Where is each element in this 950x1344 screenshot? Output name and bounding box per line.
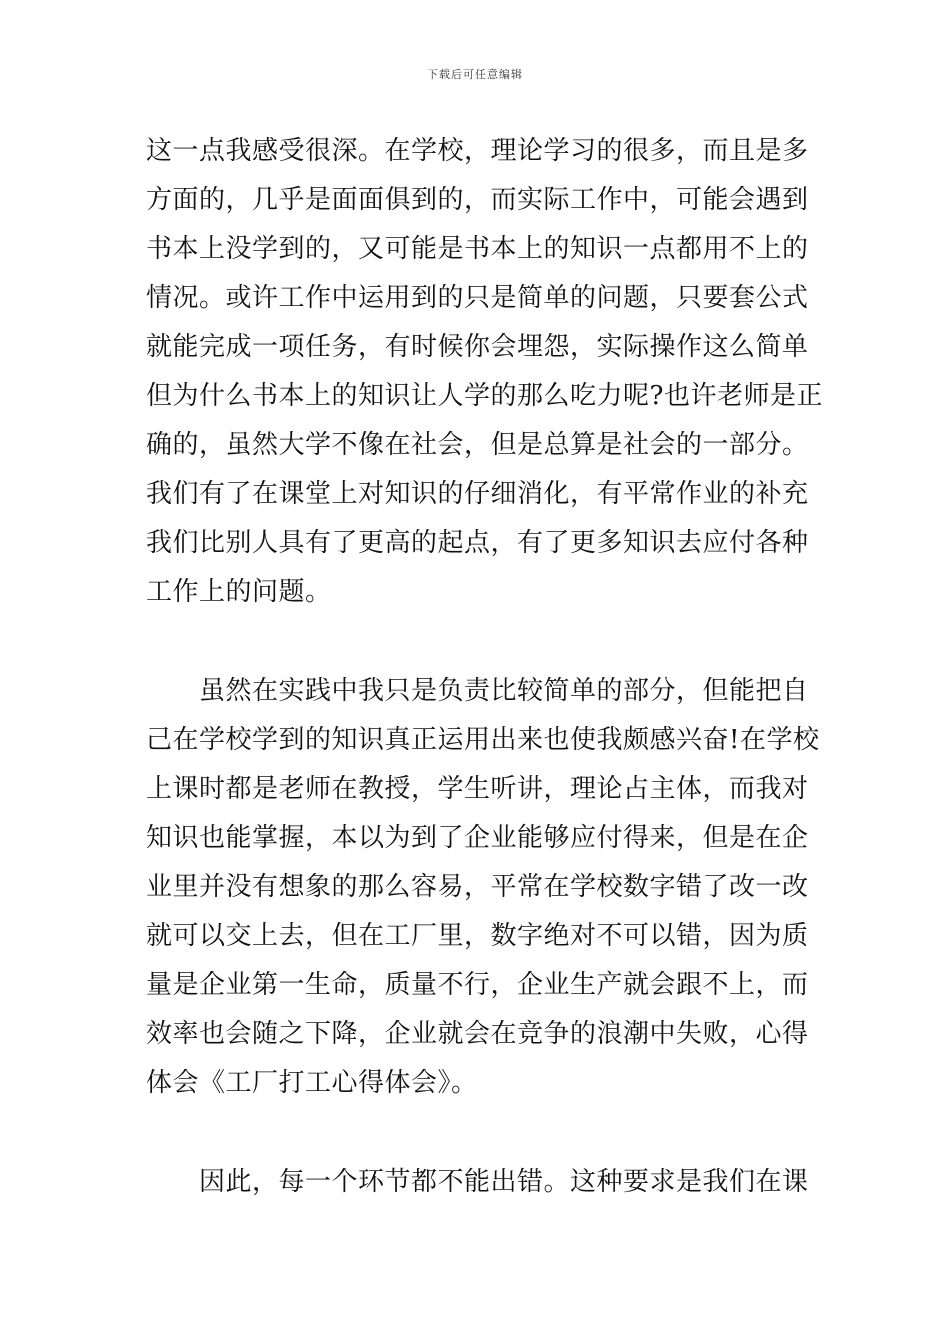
text-line: 就能完成一项任务，有时候你会埋怨，实际操作这么简单 [146,332,809,362]
text-line: 效率也会随之下降，企业就会在竞争的浪潮中失败，心得 [146,1019,809,1049]
paragraph-gap [146,1108,810,1158]
text-line: 书本上没学到的，又可能是书本上的知识一点都用不上的 [146,234,809,264]
text-line: 但为什么书本上的知识让人学的那么吃力呢?也许老师是正 [146,381,823,411]
text-line: 情况。或许工作中运用到的只是简单的问题，只要套公式 [146,283,809,313]
document-body [146,127,823,1207]
paragraph-gap [146,617,810,667]
text-line: 业里并没有想象的那么容易，平常在学校数字错了改一改 [146,872,809,902]
text-line: 工作上的问题。 [146,577,332,607]
text-line: 量是企业第一生命，质量不行，企业生产就会跟不上，而 [146,970,809,1000]
text-line: 己在学校学到的知识真正运用出来也使我颇感兴奋!在学校 [146,725,820,755]
text-line: 体会《工厂打工心得体会》。 [146,1068,478,1098]
text-line: 我们比别人具有了更高的起点，有了更多知识去应付各种 [146,528,809,558]
text-line: 方面的，几乎是面面俱到的，而实际工作中，可能会遇到 [146,185,809,215]
text-line: 虽然在实践中我只是负责比较简单的部分，但能把自 [146,676,809,706]
page-header: 下载后可任意编辑 [427,68,523,81]
paragraph-2 [146,667,820,1108]
paragraph-1 [146,127,823,617]
text-line: 知识也能掌握，本以为到了企业能够应付得来，但是在企 [146,823,809,853]
text-line: 因此，每一个环节都不能出错。这种要求是我们在课 [146,1167,809,1197]
text-line: 这一点我感受很深。在学校，理论学习的很多，而且是多 [146,136,809,166]
text-line: 上课时都是老师在教授，学生听讲，理论占主体，而我对 [146,774,809,804]
paragraph-3 [146,1158,810,1207]
text-line: 我们有了在课堂上对知识的仔细消化，有平常作业的补充 [146,479,809,509]
text-line: 确的，虽然大学不像在社会，但是总算是社会的一部分。 [146,430,809,460]
text-line: 就可以交上去，但在工厂里，数字绝对不可以错，因为质 [146,921,809,951]
